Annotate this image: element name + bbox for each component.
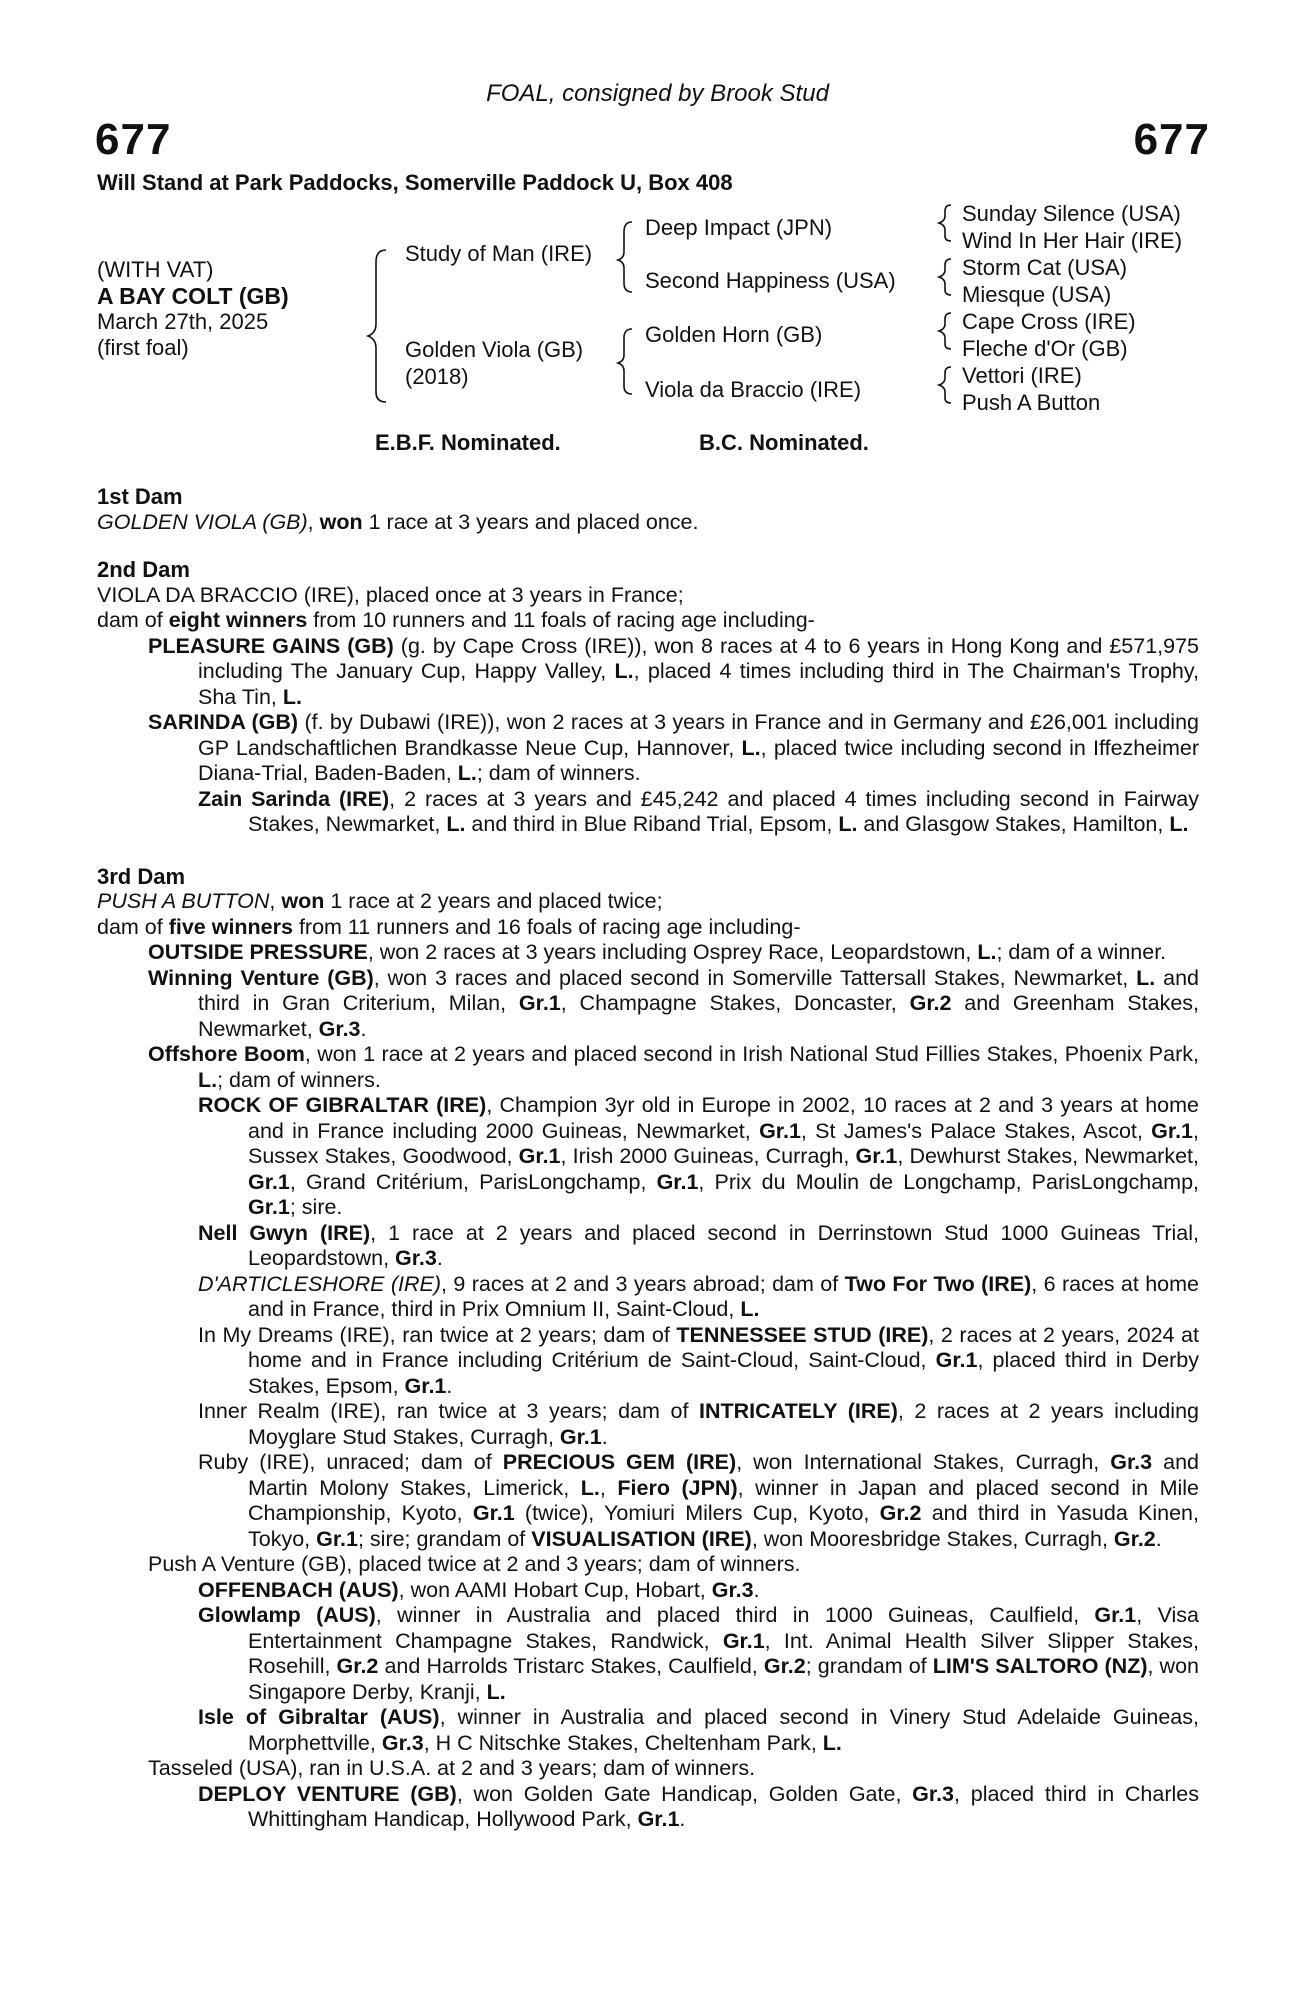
- precious-gem-name: PRECIOUS GEM (IRE): [502, 1450, 737, 1474]
- pedigree-g1: Sunday Silence (USA): [962, 201, 1181, 226]
- offshore-boom-name: Offshore Boom: [148, 1042, 305, 1066]
- entry-tasseled: Tasseled (USA), ran in U.S.A. at 2 and 3 years; dam of winners.: [148, 1756, 756, 1780]
- t: .: [753, 1577, 760, 1602]
- g: Gr.1: [248, 1169, 290, 1194]
- rock-of-gibraltar-name: ROCK OF GIBRALTAR (IRE): [198, 1093, 487, 1117]
- sd-winners: eight winners: [168, 608, 308, 632]
- third-dam-heading: 3rd Dam: [97, 863, 186, 889]
- t: , placed 4 times including third in The Chairman's Trophy, Sha Tin,: [198, 659, 1199, 709]
- nell-gwyn-name: Nell Gwyn (IRE): [198, 1220, 371, 1245]
- consignor-line: FOAL, consigned by Brook Stud: [486, 80, 829, 107]
- t: , 6 races at home and in France, third in Prix Omnium II, Saint-Cloud,: [248, 1271, 1199, 1321]
- g: Gr.1: [656, 1169, 699, 1194]
- t: and third in Blue Riband Trial, Epsom,: [465, 812, 839, 836]
- entry-zain-sarinda: [198, 787, 1199, 838]
- g: Gr.2: [1113, 1526, 1156, 1551]
- ebf-nominated: E.B.F. Nominated.: [375, 430, 561, 455]
- g: Gr.3: [395, 1246, 437, 1270]
- t: (twice), Yomiuri Milers Cup, Kyoto,: [514, 1501, 880, 1525]
- pedigree-g3: Storm Cat (USA): [962, 255, 1128, 280]
- t: .: [679, 1807, 686, 1831]
- t: , Champagne Stakes, Doncaster,: [560, 991, 910, 1015]
- first-dam-heading: 1st Dam: [97, 484, 183, 509]
- g: Gr.3: [318, 1016, 361, 1041]
- pedigree-dam: Golden Viola (GB): [405, 337, 584, 362]
- t: , won 2 races at 3 years including Osprey Race, Leopardstown,: [367, 940, 978, 964]
- entry-ruby: [198, 1450, 1199, 1552]
- g: L.: [740, 1297, 760, 1321]
- g: Gr.3: [711, 1577, 754, 1602]
- lot-number-left: 677: [95, 115, 172, 164]
- isle-of-gibraltar-name: Isle of Gibraltar (AUS): [198, 1705, 440, 1729]
- t: (g. by Cape Cross (IRE)), won 8 races at 4 to 6 years in Hong Kong and £571,975 including The January Cup, Happy Valley,: [198, 633, 1199, 683]
- entry-glowlamp: [198, 1603, 1199, 1705]
- third-dam-won: won: [281, 889, 325, 913]
- bracket-ds: [939, 313, 951, 349]
- first-dam-rest: 1 race at 3 years and placed once.: [362, 509, 699, 534]
- pedigree-brackets: [0, 0, 1315, 450]
- g: L.: [457, 761, 477, 785]
- catalogue-body: [97, 484, 1199, 1833]
- bracket-ss: [939, 205, 951, 241]
- t: , Visa Entertainment Champagne Stakes, Randwick,: [248, 1603, 1200, 1653]
- entry-sarinda: [148, 710, 1199, 787]
- entry-offshore-boom: [148, 1042, 1199, 1093]
- g: Gr.1: [855, 1144, 898, 1168]
- g: Gr.1: [637, 1807, 680, 1831]
- entry-nell-gwyn: [198, 1221, 1199, 1272]
- entry-pleasure-gains: [148, 634, 1199, 711]
- g: L.: [486, 1679, 506, 1704]
- pedigree-sire: Study of Man (IRE): [405, 241, 593, 266]
- t: , Irish 2000 Guineas, Curragh,: [560, 1144, 856, 1168]
- g: Gr.2: [879, 1501, 922, 1525]
- horse-dob: March 27th, 2025: [97, 309, 269, 334]
- pedigree-g4: Miesque (USA): [962, 282, 1112, 307]
- g: L.: [198, 1067, 218, 1092]
- t: , winner in Australia and placed third in 1000 Guineas, Caulfield,: [375, 1603, 1095, 1627]
- g: Gr.3: [912, 1781, 955, 1806]
- t: , St James's Palace Stakes, Ascot,: [800, 1118, 1152, 1143]
- horse-name: A BAY COLT (GB): [97, 283, 289, 309]
- first-dam-text: GOLDEN VIOLA (GB), won 1 race at 3 years and placed once.: [97, 509, 699, 534]
- darticleshore-name: D'ARTICLESHORE (IRE): [198, 1271, 442, 1296]
- t: , placed twice including second in Iffezheimer Diana-Trial, Baden-Baden,: [198, 735, 1199, 785]
- entry-darticleshore: [198, 1272, 1199, 1323]
- pedigree-dam-dam: Viola da Braccio (IRE): [645, 377, 862, 402]
- bc-nominated: B.C. Nominated.: [699, 430, 869, 455]
- t: , H C Nitschke Stakes, Cheltenham Park,: [423, 1730, 823, 1755]
- glowlamp-name: Glowlamp (AUS): [198, 1603, 376, 1627]
- t: , won Singapore Derby, Kranji,: [248, 1654, 1199, 1704]
- t: , Prix du Moulin de Longchamp, ParisLongchamp,: [698, 1169, 1199, 1194]
- g: Gr.2: [909, 991, 952, 1015]
- g: L.: [977, 940, 997, 964]
- entry-in-my-dreams: [198, 1323, 1199, 1400]
- sd-tail: from 10 runners and 11 foals of racing age including-: [307, 608, 815, 632]
- first-dam-won: won: [319, 509, 363, 534]
- g: Gr.1: [722, 1628, 765, 1653]
- first-dam-name: GOLDEN VIOLA (GB): [97, 509, 308, 534]
- g: L.: [838, 812, 858, 836]
- bracket-dd: [939, 367, 951, 403]
- t: , won International Stakes, Curragh,: [736, 1450, 1111, 1474]
- g: Gr.1: [472, 1501, 515, 1525]
- g: L.: [1169, 812, 1189, 836]
- g: Gr.1: [559, 1424, 602, 1449]
- vat-note: (WITH VAT): [97, 257, 214, 282]
- zain-sarinda-name: Zain Sarinda (IRE): [198, 786, 390, 811]
- lot-number-right: 677: [1133, 115, 1210, 164]
- entry-winning-venture: Winning Venture (GB), won 3 races and placed second in Somerville Tattersall Stakes, Newmarket, L. and third in Gran Criterium, Milan, Gr.1, Champagne Stakes, Doncaster, Gr.2 and Greenham Stakes, Newmarket, Gr.3.: [148, 965, 1200, 1041]
- g: Gr.3: [381, 1730, 424, 1755]
- t: Inner Realm (IRE), ran twice at 3 years; dam of: [198, 1399, 699, 1423]
- t: , 2 races at 2 years including Moyglare Stud Stakes, Curragh,: [248, 1399, 1199, 1449]
- lims-saltoro-name: LIM'S SALTORO (NZ): [932, 1654, 1148, 1678]
- t: , 2 races at 3 years and £45,242 and placed 4 times including second in Fairway Stakes, Newmarket,: [248, 786, 1199, 836]
- g: Gr.1: [1094, 1603, 1137, 1627]
- t: ; sire.: [289, 1195, 343, 1219]
- t: , won Golden Gate Handicap, Golden Gate,: [456, 1781, 913, 1806]
- t: .: [436, 1246, 443, 1270]
- g: L.: [741, 735, 761, 760]
- bracket-sire: [618, 222, 632, 292]
- entry-offenbach: [198, 1578, 1199, 1604]
- entry-isle-of-gibraltar: [198, 1705, 1199, 1756]
- entry-deploy-venture: [198, 1782, 1199, 1833]
- two-for-two-name: Two For Two (IRE): [844, 1271, 1032, 1296]
- t: 1 race at 2 years and placed twice;: [324, 889, 663, 913]
- entry-push-a-venture: Push A Venture (GB), placed twice at 2 and 3 years; dam of winners.: [148, 1552, 801, 1576]
- pedigree-g6: Fleche d'Or (GB): [962, 336, 1128, 361]
- t: Ruby (IRE), unraced; dam of: [198, 1450, 503, 1474]
- t: , won 3 races and placed second in Somerville Tattersall Stakes, Newmarket,: [373, 965, 1137, 990]
- pedigree-g8: Push A Button: [962, 390, 1101, 415]
- t: , 2 races at 2 years, 2024 at home and in France including Critérium de Saint-Cloud, Saint-Cloud,: [248, 1322, 1199, 1372]
- t: In My Dreams (IRE), ran twice at 2 years; dam of: [198, 1322, 677, 1347]
- t: , placed third in Charles Whittingham Handicap, Hollywood Park,: [248, 1781, 1199, 1831]
- g: Gr.2: [336, 1654, 379, 1678]
- t: .: [1155, 1526, 1162, 1551]
- td-winners: five winners: [168, 914, 293, 939]
- t: and third in Yasuda Kinen, Tokyo,: [248, 1501, 1199, 1551]
- g: L.: [282, 684, 302, 709]
- g: Gr.1: [1151, 1118, 1194, 1143]
- g: L.: [614, 659, 634, 683]
- stand-location: Will Stand at Park Paddocks, Somerville Paddock U, Box 408: [97, 170, 733, 195]
- outside-pressure-name: OUTSIDE PRESSURE: [148, 940, 368, 964]
- pedigree-sire-dam: Second Happiness (USA): [645, 268, 896, 293]
- bracket-dam: [618, 329, 632, 394]
- g: L.: [1136, 965, 1156, 990]
- t: ; sire; grandam of: [357, 1526, 532, 1551]
- g: Gr.2: [763, 1654, 806, 1678]
- entry-rock-of-gibraltar: [198, 1093, 1199, 1221]
- g: Gr.3: [1110, 1450, 1153, 1474]
- third-dam-name: PUSH A BUTTON: [97, 889, 270, 913]
- bracket-main: [368, 250, 386, 402]
- second-dam-line1: VIOLA DA BRACCIO (IRE), placed once at 3 years in France;: [97, 582, 684, 607]
- g: Gr.1: [518, 991, 561, 1015]
- intricately-name: INTRICATELY (IRE): [698, 1399, 898, 1423]
- visualisation-name: VISUALISATION (IRE): [531, 1526, 752, 1551]
- g: Gr.1: [759, 1118, 801, 1143]
- t: , winner in Australia and placed second in Vinery Stud Adelaide Guineas, Morphettville,: [248, 1705, 1199, 1755]
- third-dam-text: PUSH A BUTTON, won 1 race at 2 years and placed twice;: [97, 889, 663, 913]
- g: L.: [822, 1730, 842, 1755]
- g: Gr.1: [935, 1348, 978, 1372]
- t: , Int. Animal Health Silver Slipper Stakes, Rosehill,: [248, 1628, 1199, 1678]
- bracket-sd: [939, 259, 951, 295]
- t: , Sussex Stakes, Goodwood,: [248, 1118, 1199, 1168]
- tennessee-stud-name: TENNESSEE STUD (IRE): [676, 1322, 929, 1347]
- t: and third in Gran Criterium, Milan,: [198, 965, 1199, 1015]
- t: ; dam of a winner.: [996, 940, 1167, 964]
- g: L.: [580, 1475, 600, 1500]
- deploy-venture-name: DEPLOY VENTURE (GB): [198, 1781, 457, 1806]
- t: , Grand Critérium, ParisLongchamp,: [289, 1169, 657, 1194]
- t: , Dewhurst Stakes, Newmarket,: [897, 1144, 1199, 1168]
- pedigree-sire-sire: Deep Impact (JPN): [645, 215, 833, 240]
- t: , Champion 3yr old in Europe in 2002, 10 races at 2 and 3 years at home and in France including 2000 Guineas, Newmarket,: [248, 1093, 1199, 1143]
- g: Gr.1: [248, 1195, 290, 1219]
- t: and Harrolds Tristarc Stakes, Caulfield,: [378, 1654, 764, 1678]
- t: .: [601, 1424, 608, 1449]
- g: Gr.1: [518, 1144, 561, 1168]
- pedigree-dam-year: (2018): [405, 364, 469, 389]
- t: ,: [599, 1475, 618, 1500]
- t: ; grandam of: [805, 1654, 933, 1678]
- sd-dam-of: dam of: [97, 608, 169, 632]
- winning-venture-name: Winning Venture (GB): [148, 965, 374, 990]
- t: , placed third in Derby Stakes, Epsom,: [248, 1348, 1199, 1398]
- third-dam-line2: [97, 915, 1199, 941]
- t: , won AAMI Hobart Cup, Hobart,: [398, 1577, 712, 1602]
- g: Gr.1: [404, 1373, 447, 1398]
- pedigree-g2: Wind In Her Hair (IRE): [962, 228, 1183, 253]
- t: , won 1 race at 2 years and placed second in Irish National Stud Fillies Stakes, Phoenix Park,: [304, 1042, 1199, 1066]
- offenbach-name: OFFENBACH (AUS): [198, 1577, 399, 1602]
- t: ; dam of winners.: [476, 761, 641, 785]
- g: L.: [446, 812, 466, 836]
- t: ; dam of winners.: [217, 1067, 381, 1092]
- pedigree-g5: Cape Cross (IRE): [962, 309, 1136, 334]
- t: and Glasgow Stakes, Hamilton,: [857, 812, 1170, 836]
- t: (f. by Dubawi (IRE)), won 2 races at 3 years in France and in Germany and £26,001 including GP Landschaftlichen Brandkasse Neue Cup, Hannover,: [198, 710, 1199, 760]
- t: , won Mooresbridge Stakes, Curragh,: [751, 1526, 1114, 1551]
- t: from 11 runners and 16 foals of racing age including-: [292, 914, 801, 939]
- pleasure-gains-name: PLEASURE GAINS (GB): [148, 633, 394, 658]
- pedigree-dam-sire: Golden Horn (GB): [645, 322, 823, 347]
- horse-note: (first foal): [97, 335, 189, 360]
- t: and Greenham Stakes, Newmarket,: [198, 991, 1200, 1041]
- t: , 9 races at 2 and 3 years abroad; dam of: [441, 1271, 845, 1296]
- t: .: [446, 1373, 453, 1398]
- t: dam of: [97, 914, 169, 939]
- pedigree-g7: Vettori (IRE): [962, 363, 1082, 388]
- fiero-name: Fiero (JPN): [617, 1475, 738, 1500]
- t: and Martin Molony Stakes, Limerick,: [248, 1450, 1199, 1500]
- t: , 1 race at 2 years and placed second in Derrinstown Stud 1000 Guineas Trial, Leopardstown,: [248, 1220, 1199, 1270]
- second-dam-heading: 2nd Dam: [97, 557, 190, 582]
- entry-inner-realm: [198, 1399, 1199, 1450]
- g: Gr.1: [316, 1526, 358, 1551]
- sarinda-name: SARINDA (GB): [148, 710, 299, 734]
- entry-outside-pressure: [148, 940, 1199, 966]
- t: , winner in Japan and placed second in Mile Championship, Kyoto,: [248, 1475, 1199, 1525]
- second-dam-line2: [97, 608, 1199, 634]
